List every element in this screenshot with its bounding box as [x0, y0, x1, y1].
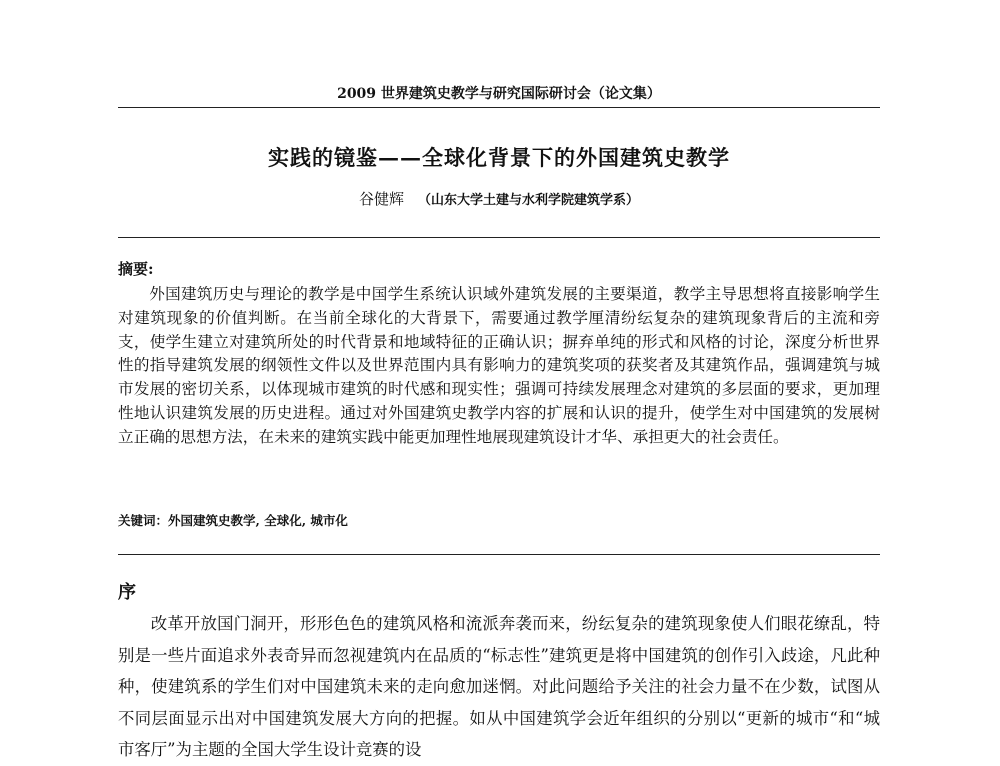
- abstract-bottom-rule: [118, 554, 880, 555]
- paper-title: 实践的镜鉴——全球化背景下的外国建筑史教学: [268, 145, 730, 170]
- running-header: 2009 世界建筑史教学与研究国际研讨会（论文集）: [337, 86, 661, 102]
- abstract-text: 外国建筑历史与理论的教学是中国学生系统认识域外建筑发展的主要渠道，教学主导思想将直接影响学生对建筑现象的价值判断。在当前全球化的大背景下，需要通过教学厘清纷纭复杂的建筑现象背后的主流和旁支，使学生建立对建筑所处的时代背景和地域特征的正确认识；摒弃单纯的形式和风格的讨论，深度分析世界性的指导建筑发展的纲领性文件以及世界范围内具有影响力的建筑奖项的获奖者及其建筑作品，强调建筑与城市发展的密切关系，以体现城市建筑的时代感和现实性；强调可持续发展理念对建筑的多层面的要求，更加理性地认识建筑发展的历史进程。通过对外国建筑史教学内容的扩展和认识的提升，使学生对中国建筑的发展树立正确的思想方法，在未来的建筑实践中能更加理性地展现建筑设计才华、承担更大的社会责任。: [118, 285, 880, 446]
- abstract-top-rule: [118, 237, 880, 238]
- author-affiliation: （山东大学土建与水利学院建筑学系）: [418, 193, 640, 208]
- abstract-label: 摘要:: [118, 260, 154, 278]
- author-name: 谷健辉: [358, 190, 404, 208]
- author-line: [118, 188, 880, 209]
- keywords-line: 关键词：外国建筑史教学, 全球化, 城市化: [118, 513, 348, 528]
- header-rule: [118, 107, 880, 108]
- section-title: 序: [118, 582, 136, 603]
- section-body-text: 改革开放国门洞开，形形色色的建筑风格和流派奔袭而来，纷纭复杂的建筑现象使人们眼花缭乱，特别是一些片面追求外表奇异而忽视建筑内在品质的“标志性”建筑更是将中国建筑的创作引入歧途，凡此种种，使建筑系的学生们对中国建筑未来的走向愈加迷惘。对此问题给予关注的社会力量不在少数，试图从不同层面显示出对中国建筑发展大方向的把握。如从中国建筑学会近年组织的分别以“更新的城市“和“城市客厅”为主题的全国大学生设计竞赛的设: [118, 614, 880, 759]
